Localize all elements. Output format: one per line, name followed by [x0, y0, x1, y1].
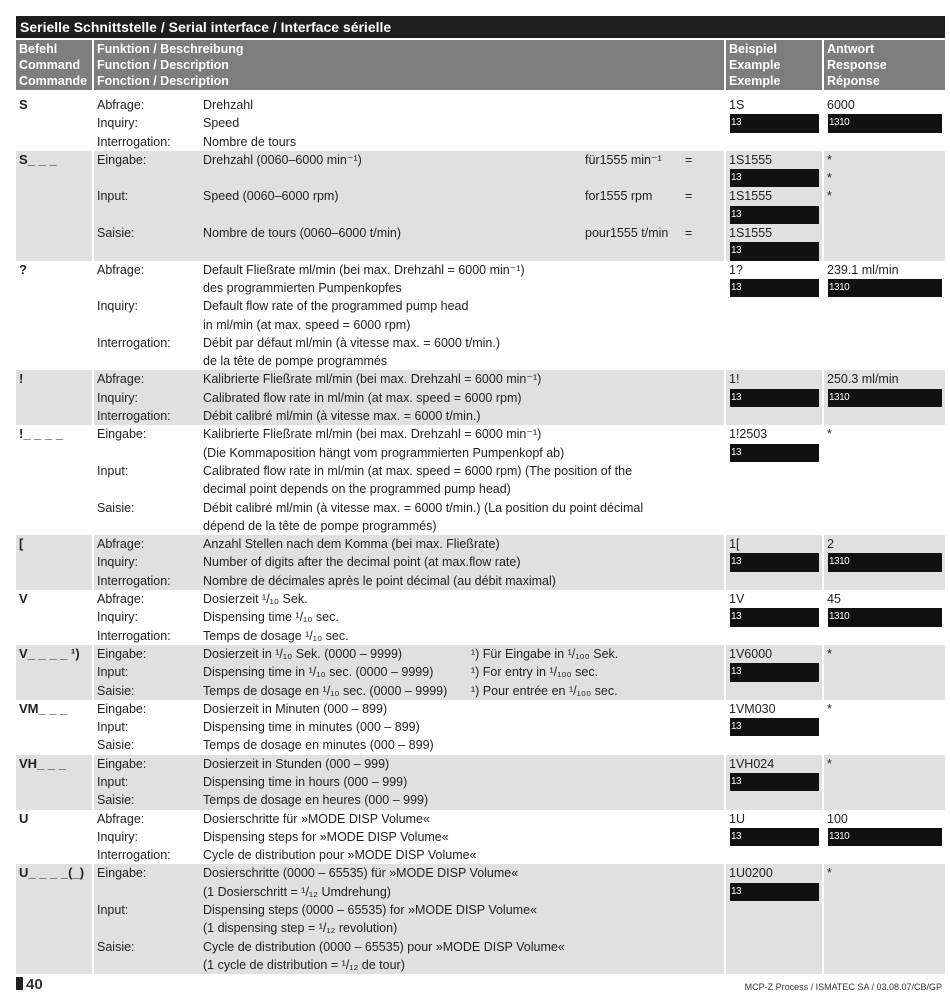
cr-symbol: 13 — [730, 206, 819, 224]
description: Débit calibré ml/min (à vitesse max. = 6000 t/min.) (La position du point décimal — [203, 500, 644, 515]
label: Input: — [97, 903, 129, 918]
example-value: 1VH024 — [729, 756, 775, 771]
label: Eingabe: — [97, 866, 147, 881]
response-value: 2 — [827, 537, 834, 552]
function-cell — [92, 810, 724, 865]
example-cell — [724, 700, 822, 755]
description: Débit par défaut ml/min (à vitesse max. = 6000 t/min.) — [203, 335, 500, 350]
description: (1 dispensing step = ¹/₁₂ revolution) — [203, 921, 398, 936]
command-cell: [ — [19, 536, 24, 552]
command-cell: V — [19, 591, 28, 607]
table-row — [16, 645, 945, 700]
table-row — [16, 261, 945, 371]
cr-symbol: 13 — [730, 279, 819, 297]
label: Interrogation: — [97, 848, 171, 863]
header-example-de: Beispiel — [729, 42, 777, 56]
example-value: 1[ — [729, 537, 740, 552]
function-cell — [92, 645, 724, 700]
label: Interrogation: — [97, 335, 171, 350]
response-value: * — [827, 427, 832, 442]
description: Anzahl Stellen nach dem Komma (bei max. Fließrate) — [203, 537, 500, 552]
description: Dosierschritte (0000 – 65535) für »MODE DISP Volume« — [203, 866, 519, 881]
description: Dosierzeit in ¹/₁₀ Sek. (0000 – 9999) — [203, 646, 403, 661]
description: Dosierzeit in Stunden (000 – 999) — [203, 756, 390, 771]
cr-symbol: 13 — [730, 169, 819, 187]
table-row — [16, 425, 945, 535]
crlf-symbol: 1310 — [828, 114, 942, 132]
label: Eingabe: — [97, 756, 147, 771]
header-response-de: Antwort — [827, 42, 875, 56]
command-cell: S — [19, 97, 28, 112]
label: Abfrage: — [97, 537, 145, 552]
function-cell — [92, 370, 724, 425]
label: Eingabe: — [97, 427, 147, 442]
label: Inquiry: — [97, 555, 138, 570]
example-value: 1U — [729, 811, 745, 826]
response-cell — [822, 755, 945, 810]
label: Inquiry: — [97, 610, 138, 625]
label: Interrogation: — [97, 409, 171, 424]
description: Cycle de distribution (0000 – 65535) pour »MODE DISP Volume« — [203, 939, 565, 954]
header-response-fr: Réponse — [827, 74, 880, 88]
description: Dispensing steps for »MODE DISP Volume« — [203, 829, 449, 844]
description: Default Fließrate ml/min (bei max. Drehzahl = 6000 min⁻¹) — [203, 262, 525, 277]
label: Input: — [97, 463, 129, 478]
equals-sign: = — [685, 226, 693, 241]
description: Calibrated flow rate in ml/min (at max. speed = 6000 rpm) (The position of the — [203, 463, 633, 478]
footnote: ¹) For entry in ¹/₁₀₀ sec. — [471, 665, 599, 680]
description: Dispensing time in hours (000 – 999) — [203, 774, 408, 789]
example-value: 1S — [729, 98, 745, 112]
description: in ml/min (at max. speed = 6000 rpm) — [203, 317, 411, 332]
label: Inquiry: — [97, 829, 138, 844]
example-value: 1! — [729, 372, 740, 387]
cr-symbol: 13 — [730, 553, 819, 571]
table-row — [16, 755, 945, 810]
description: Kalibrierte Fließrate ml/min (bei max. Drehzahl = 6000 min⁻¹) — [203, 372, 542, 387]
command-cell: ? — [19, 261, 27, 277]
label: Abfrage: — [97, 262, 145, 277]
example-cell — [724, 810, 822, 865]
cr-symbol: 13 — [730, 718, 819, 736]
description: Number of digits after the decimal point (at max.flow rate) — [203, 555, 521, 570]
response-cell — [822, 700, 945, 755]
example-cell — [724, 645, 822, 700]
response-value: * — [827, 152, 832, 167]
description: Calibrated flow rate in ml/min (at max. speed = 6000 rpm) — [203, 390, 522, 405]
response-cell — [822, 535, 945, 590]
description: Dispensing time in minutes (000 – 899) — [203, 720, 420, 735]
cr-symbol: 13 — [730, 773, 819, 791]
command-cell: VM_ _ _ — [19, 700, 68, 716]
cr-symbol: 13 — [730, 828, 819, 846]
example-value: 1VM030 — [729, 701, 776, 716]
example-value: 1V — [729, 592, 745, 607]
note: for1555 rpm — [585, 189, 653, 204]
example-cell — [724, 535, 822, 590]
equals-sign: = — [685, 189, 693, 204]
response-value: * — [827, 646, 832, 661]
description: dépend de la tête de pompe programmés) — [203, 518, 437, 533]
example-cell — [724, 96, 822, 151]
command-cell: V_ _ _ _ ¹) — [19, 645, 80, 661]
crlf-symbol: 1310 — [828, 553, 942, 571]
label: Inquiry: — [97, 116, 138, 131]
header-example — [724, 40, 822, 90]
description: Nombre de décimales après le point décimal (au débit maximal) — [203, 573, 556, 588]
header-function — [92, 40, 724, 90]
example-cell — [724, 590, 822, 645]
label: Abfrage: — [97, 592, 145, 607]
function-cell — [92, 700, 724, 755]
note: pour1555 t/min — [585, 226, 669, 241]
header-command — [16, 40, 92, 90]
label: Saisie: — [97, 226, 135, 241]
response-cell — [822, 425, 945, 535]
description: Nombre de tours (0060–6000 t/min) — [203, 226, 402, 241]
page-number: 40 — [16, 976, 43, 993]
label: Interrogation: — [97, 134, 171, 149]
footer-reference: MCP-Z Process / ISMATEC SA / 03.08.07/CB/GP — [744, 982, 942, 992]
header-example-fr: Exemple — [729, 74, 781, 88]
example-cell — [724, 370, 822, 425]
footnote: ¹) Für Eingabe in ¹/₁₀₀ Sek. — [471, 646, 619, 661]
description: Débit calibré ml/min (à vitesse max. = 6000 t/min.) — [203, 409, 481, 424]
response-cell — [822, 810, 945, 865]
response-cell — [822, 864, 945, 974]
table-row — [16, 700, 945, 755]
response-value: 100 — [827, 811, 848, 826]
description: Temps de dosage en ¹/₁₀ sec. (0000 – 9999) — [203, 683, 448, 698]
header-command-fr: Commande — [19, 74, 88, 88]
label: Abfrage: — [97, 811, 145, 826]
label: Inquiry: — [97, 299, 138, 314]
table-header — [16, 40, 945, 90]
command-cell: ! — [19, 371, 24, 387]
description: Dosierzeit ¹/₁₀ Sek. — [203, 592, 308, 607]
header-command-en: Command — [19, 58, 81, 72]
cr-symbol: 13 — [730, 663, 819, 681]
response-value: * — [827, 701, 832, 716]
header-response-en: Response — [827, 58, 887, 72]
command-cell: VH_ _ _ — [19, 755, 66, 771]
example-value: 1U0200 — [729, 866, 773, 881]
header-function-en: Function / Description — [97, 58, 229, 72]
cr-symbol: 13 — [730, 444, 819, 462]
description: Drehzahl (0060–6000 min⁻¹) — [203, 152, 362, 167]
crlf-symbol: 1310 — [828, 279, 942, 297]
response-value: 250.3 ml/min — [827, 372, 899, 387]
response-value: * — [827, 171, 832, 186]
label: Eingabe: — [97, 646, 147, 661]
response-cell — [822, 370, 945, 425]
response-value: * — [827, 756, 832, 771]
cr-symbol: 13 — [730, 883, 819, 901]
example-value: 1V6000 — [729, 646, 773, 661]
command-cell: !_ _ _ _ — [19, 426, 64, 442]
response-value: 45 — [827, 592, 841, 607]
header-response — [822, 40, 945, 90]
example-cell — [724, 261, 822, 371]
label: Input: — [97, 720, 129, 735]
note: für1555 min⁻¹ — [585, 152, 662, 167]
command-cell: U — [19, 810, 29, 826]
description: Dispensing time in ¹/₁₀ sec. (0000 – 9999) — [203, 665, 434, 680]
description: Temps de dosage en minutes (000 – 899) — [203, 738, 434, 753]
label: Interrogation: — [97, 628, 171, 643]
function-cell — [92, 590, 724, 645]
response-cell — [822, 96, 945, 151]
label: Eingabe: — [97, 152, 147, 167]
description: Temps de dosage ¹/₁₀ sec. — [203, 628, 349, 643]
example-cell — [724, 864, 822, 974]
crlf-symbol: 1310 — [828, 608, 942, 626]
label: Abfrage: — [97, 98, 145, 112]
label: Saisie: — [97, 500, 135, 515]
description: (1 cycle de distribution = ¹/₁₂ de tour) — [203, 957, 405, 972]
example-cell — [724, 755, 822, 810]
table-row — [16, 151, 945, 261]
description: Nombre de tours — [203, 134, 297, 149]
description: Speed — [203, 116, 240, 131]
label: Saisie: — [97, 683, 135, 698]
description: Dispensing time ¹/₁₀ sec. — [203, 610, 339, 625]
function-cell — [92, 96, 724, 151]
description: Temps de dosage en heures (000 – 999) — [203, 793, 429, 808]
document — [16, 16, 945, 974]
description: (Die Kommaposition hängt vom programmierten Pumpenkopf ab) — [203, 445, 565, 460]
label: Interrogation: — [97, 573, 171, 588]
label: Input: — [97, 774, 129, 789]
description: Speed (0060–6000 rpm) — [203, 189, 339, 204]
function-cell — [92, 425, 724, 535]
label: Input: — [97, 665, 129, 680]
header-example-en: Example — [729, 58, 781, 72]
label: Saisie: — [97, 793, 135, 808]
example-value: 1S1555 — [729, 189, 773, 204]
equals-sign: = — [685, 152, 693, 167]
command-cell: S_ _ _ — [19, 151, 57, 167]
header-command-de: Befehl — [19, 42, 58, 56]
crlf-symbol: 1310 — [828, 389, 942, 407]
response-value: * — [827, 866, 832, 881]
cr-symbol: 13 — [730, 114, 819, 132]
description: (1 Dosierschritt = ¹/₁₂ Umdrehung) — [203, 884, 391, 899]
description: decimal point depends on the programmed pump head) — [203, 482, 511, 497]
response-value: * — [827, 189, 832, 204]
function-cell — [92, 864, 724, 974]
footnote: ¹) Pour entrée en ¹/₁₀₀ sec. — [471, 683, 618, 698]
label: Saisie: — [97, 738, 135, 753]
cr-symbol: 13 — [730, 608, 819, 626]
cr-symbol: 13 — [730, 389, 819, 407]
label: Eingabe: — [97, 701, 147, 716]
description: des programmierten Pumpenkopfes — [203, 280, 402, 295]
section-banner: Serielle Schnittstelle / Serial interface / Interface sérielle — [16, 16, 945, 38]
table-row — [16, 96, 945, 151]
cr-symbol: 13 — [730, 242, 819, 260]
description: Dispensing steps (0000 – 65535) for »MODE DISP Volume« — [203, 903, 537, 918]
response-cell — [822, 151, 945, 261]
table-row — [16, 370, 945, 425]
response-cell — [822, 590, 945, 645]
label: Input: — [97, 189, 129, 204]
label: Saisie: — [97, 939, 135, 954]
label: Abfrage: — [97, 372, 145, 387]
response-value: 6000 — [827, 98, 855, 112]
label: Inquiry: — [97, 390, 138, 405]
description: Dosierzeit in Minuten (000 – 899) — [203, 701, 388, 716]
example-cell — [724, 425, 822, 535]
crlf-symbol: 1310 — [828, 828, 942, 846]
table-row — [16, 864, 945, 974]
example-cell — [724, 151, 822, 261]
description: Kalibrierte Fließrate ml/min (bei max. Drehzahl = 6000 min⁻¹) — [203, 427, 542, 442]
function-cell — [92, 755, 724, 810]
function-cell — [92, 535, 724, 590]
example-value: 1S1555 — [729, 152, 773, 167]
function-cell — [92, 261, 724, 371]
command-cell: U_ _ _ _(_) — [19, 865, 85, 881]
header-function-fr: Fonction / Description — [97, 74, 229, 88]
response-cell — [822, 645, 945, 700]
description: Drehzahl — [203, 98, 254, 112]
function-cell — [92, 151, 724, 261]
example-value: 1S1555 — [729, 226, 773, 241]
table-row — [16, 810, 945, 865]
response-cell — [822, 261, 945, 371]
description: Default flow rate of the programmed pump head — [203, 299, 469, 314]
example-value: 1? — [729, 262, 743, 277]
table-row — [16, 590, 945, 645]
header-function-de: Funktion / Beschreibung — [97, 42, 244, 56]
description: Dosierschritte für »MODE DISP Volume« — [203, 811, 430, 826]
response-value: 239.1 ml/min — [827, 262, 899, 277]
description: de la tête de pompe programmés — [203, 354, 388, 369]
table-row — [16, 535, 945, 590]
example-value: 1!2503 — [729, 427, 768, 442]
description: Cycle de distribution pour »MODE DISP Volume« — [203, 848, 477, 863]
